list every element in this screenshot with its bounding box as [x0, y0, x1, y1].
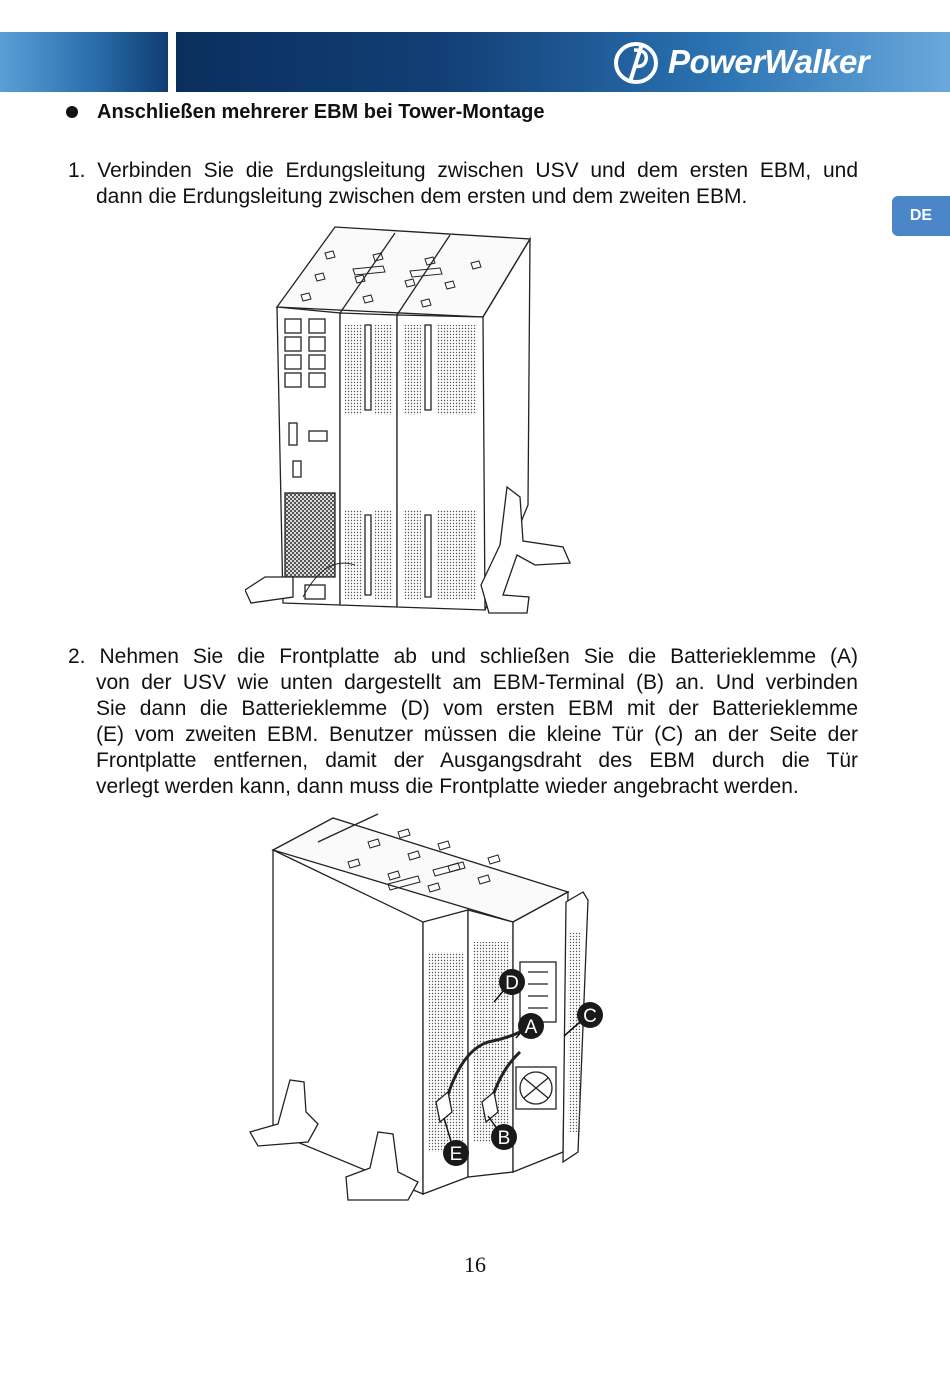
- step-2-line-5: Frontplatte entfernen, damit der Ausgangsdraht des EBM durch die Tür: [96, 749, 858, 772]
- powerwalker-logo: [612, 40, 937, 86]
- page-number: 16: [464, 1252, 486, 1277]
- step-2-line-2: von der USV wie unten dargestellt am EBM-Terminal (B) an. Und verbinden: [96, 671, 858, 694]
- callout-b-label: B: [497, 1128, 511, 1149]
- callout-d: [499, 969, 525, 995]
- header-band: [0, 32, 950, 92]
- header-band-gap: [168, 32, 176, 92]
- step-2-line-3: Sie dann die Batterieklemme (D) vom ersten EBM mit der Batterieklemme: [96, 697, 858, 720]
- brand-name: PowerWalker: [668, 43, 870, 80]
- powerwalker-logo-mark-icon: [612, 40, 664, 86]
- section-heading: [66, 100, 545, 124]
- language-tab: DE: [892, 196, 950, 236]
- callout-e: [443, 1140, 469, 1166]
- section-heading-text: Anschließen mehrerer EBM bei Tower-Montage: [97, 100, 545, 123]
- step-2-line-4: (E) vom zweiten EBM. Benutzer müssen die kleine Tür (C) an der Seite der: [96, 723, 858, 746]
- callout-b: [491, 1124, 517, 1150]
- figure-ebm-battery-connection: [248, 812, 613, 1202]
- callout-a-label: A: [524, 1017, 538, 1038]
- step-1: [68, 158, 858, 210]
- step-2: [68, 644, 858, 800]
- step-1-line-1: 1. Verbinden Sie die Erdungsleitung zwischen USV und dem ersten EBM, und: [68, 159, 858, 182]
- callout-a: [518, 1013, 544, 1039]
- step-2-line-1: 2. Nehmen Sie die Frontplatte ab und schließen Sie die Batterieklemme (A): [68, 645, 858, 668]
- callout-c-label: C: [583, 1006, 597, 1027]
- step-2-line-6: verlegt werden kann, dann muss die Frontplatte wieder angebracht werden.: [96, 775, 799, 798]
- bullet-icon: [66, 106, 78, 118]
- callout-d-label: D: [505, 973, 519, 994]
- figure-ups-ebm-tower-rear: [245, 225, 575, 615]
- callout-c: [577, 1002, 603, 1028]
- header-band-left: [0, 32, 168, 92]
- callout-e-label: E: [449, 1144, 463, 1165]
- step-1-line-2: dann die Erdungsleitung zwischen dem ersten und dem zweiten EBM.: [96, 185, 748, 208]
